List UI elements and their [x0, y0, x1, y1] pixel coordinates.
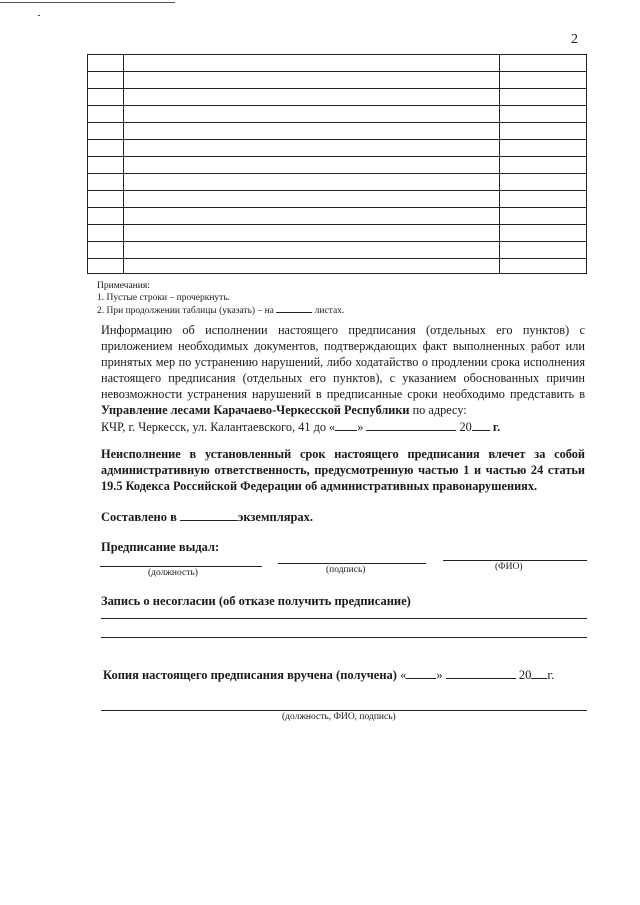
- note-item-2-text: 2. При продолжении таблицы (указать) – на: [97, 306, 274, 316]
- scan-speck: [38, 15, 40, 16]
- info-year-suffix: г.: [492, 419, 501, 434]
- received-by-caption: (должность, ФИО, подпись): [282, 712, 396, 722]
- table-row: [87, 122, 587, 123]
- note-item-2-suffix: листах.: [314, 306, 345, 316]
- copy-received-line: [103, 667, 554, 683]
- violations-table: [87, 54, 587, 274]
- top-edge-line: [0, 2, 175, 3]
- note-item-1: 1. Пустые строки – прочеркнуть.: [97, 293, 231, 303]
- liability-warning: Неисполнение в установленный срок настоящего предписания влечет за собой административную ответственность, предусмотренную частью 1 и частью 24 статьи 19.5 Кодекса Российской Федерации об административных правонарушениях.: [101, 447, 585, 493]
- signature-caption: (подпись): [326, 565, 366, 575]
- info-year: 20: [459, 419, 472, 434]
- info-quote-close: »: [357, 419, 364, 434]
- received-month-field[interactable]: [446, 667, 516, 679]
- table-row: [87, 258, 587, 259]
- copy-year-suffix: г.: [547, 668, 555, 682]
- table-row: [87, 88, 587, 89]
- received-day-field[interactable]: [406, 667, 436, 679]
- info-after-org: по адресу:: [412, 403, 467, 418]
- copy-quote-open: «: [400, 668, 407, 682]
- position-line[interactable]: [100, 566, 262, 567]
- copy-year: 20: [518, 668, 532, 682]
- received-year-field[interactable]: [531, 667, 547, 679]
- disagreement-line-2[interactable]: [101, 637, 587, 638]
- deadline-year-field[interactable]: [472, 419, 490, 431]
- deadline-month-field[interactable]: [366, 419, 456, 431]
- deadline-day-field[interactable]: [335, 419, 357, 431]
- table-row: [87, 156, 587, 157]
- position-caption: (должность): [148, 568, 198, 578]
- issued-by-label: Предписание выдал:: [101, 540, 220, 554]
- copies-label: Составлено в: [101, 510, 177, 524]
- table-row: [87, 190, 587, 191]
- table-row: [87, 105, 587, 106]
- table-notes: [97, 280, 344, 317]
- page-number: 2: [571, 32, 578, 47]
- full-name-line[interactable]: [443, 560, 587, 561]
- disagreement-line-1[interactable]: [101, 618, 587, 619]
- table-row: [87, 173, 587, 174]
- table-row: [87, 71, 587, 72]
- disagreement-label: Запись о несогласии (об отказе получить предписание): [101, 594, 411, 608]
- info-address: КЧР, г. Черкесск, ул. Калантаевского, 41 до «: [101, 419, 336, 434]
- table-row: [87, 207, 587, 208]
- sheets-count-field[interactable]: [276, 304, 312, 313]
- info-text: Информацию об исполнении настоящего предписания (отдельных его пунктов) с приложением необходимых документов, подтверждающих факт выполненных работ или принятых мер по устранению нарушений, либо ходатайство о продлении срока исполнения настоящего предписания (отдельных его пунктов), с указанием обоснованных причин невозможности устранения нарушений в предписанные сроки необходимо представить в: [101, 323, 585, 402]
- notes-title: Примечания:: [97, 281, 150, 291]
- table-row: [87, 139, 587, 140]
- received-by-line[interactable]: [101, 710, 587, 711]
- copy-received-label: Копия настоящего предписания вручена (получена): [103, 668, 397, 682]
- copies-count-field[interactable]: [180, 509, 238, 521]
- note-item-2: [97, 304, 344, 317]
- table-row: [87, 241, 587, 242]
- info-paragraph: [101, 322, 585, 435]
- copy-quote-close: »: [436, 668, 443, 682]
- copies-suffix: экземплярах.: [237, 510, 314, 524]
- signature-line[interactable]: [278, 563, 426, 564]
- table-row: [87, 224, 587, 225]
- info-organization: Управление лесами Карачаево-Черкесской Республики: [101, 403, 410, 418]
- full-name-caption: (ФИО): [495, 562, 523, 572]
- copies-line: [101, 509, 313, 525]
